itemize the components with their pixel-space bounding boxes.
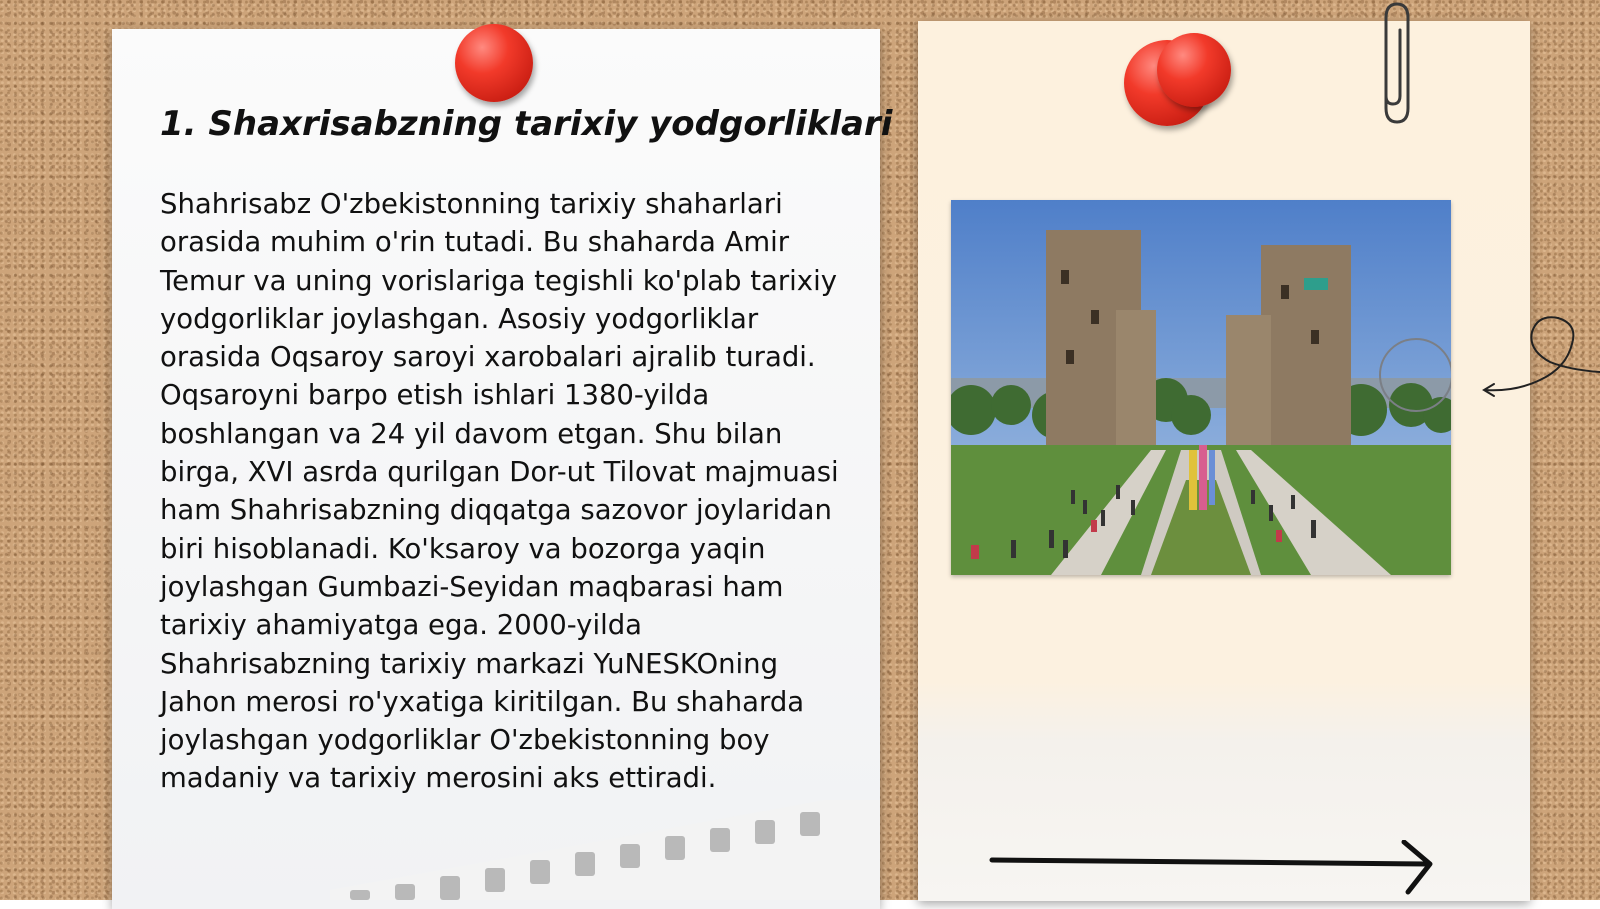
push-pin-icon [455,24,533,102]
oqsaroy-ruins-photo [951,200,1451,575]
torn-paper-edge-icon [330,800,880,900]
loop-doodle-icon [1480,310,1600,410]
arrow-right-icon [988,840,1448,900]
push-pin-icon [1157,33,1231,107]
paperclip-icon [1372,0,1422,130]
slide-title: 1. Shaxrisabzning tarixiy yodgorliklari [160,104,893,144]
slide-body-text: Shahrisabz O'zbekistonning tarixiy shaharlari orasida muhim o'rin tutadi. Bu shaharda Amir Temur va uning vorislariga tegishli ko'plab tarixiy yodgorliklar joylashgan. Asosiy yodgorliklar orasida Oqsaroy saroyi xarobalari ajralib turadi. Oqsaroyni barpo etish ishlari 1380-yilda boshlangan va 24 yil davom etgan. Shu bilan birga, XVI asrda qurilgan Dor-ut Tilovat majmuasi ham Shahrisabzning diqqatga sazovor joylaridan biri hisoblanadi. Ko'ksaroy va bozorga yaqin joylashgan Gumbazi-Seyidan maqbarasi ham tarixiy ahamiyatga ega. 2000-yilda Shahrisabzning tarixiy markazi YuNESKOning Jahon merosi ro'yxatiga kiritilgan. Bu shaharda joylashgan yodgorliklar O'zbekistonning boy madaniy va tarixiy merosini aks ettiradi. [160,188,839,795]
